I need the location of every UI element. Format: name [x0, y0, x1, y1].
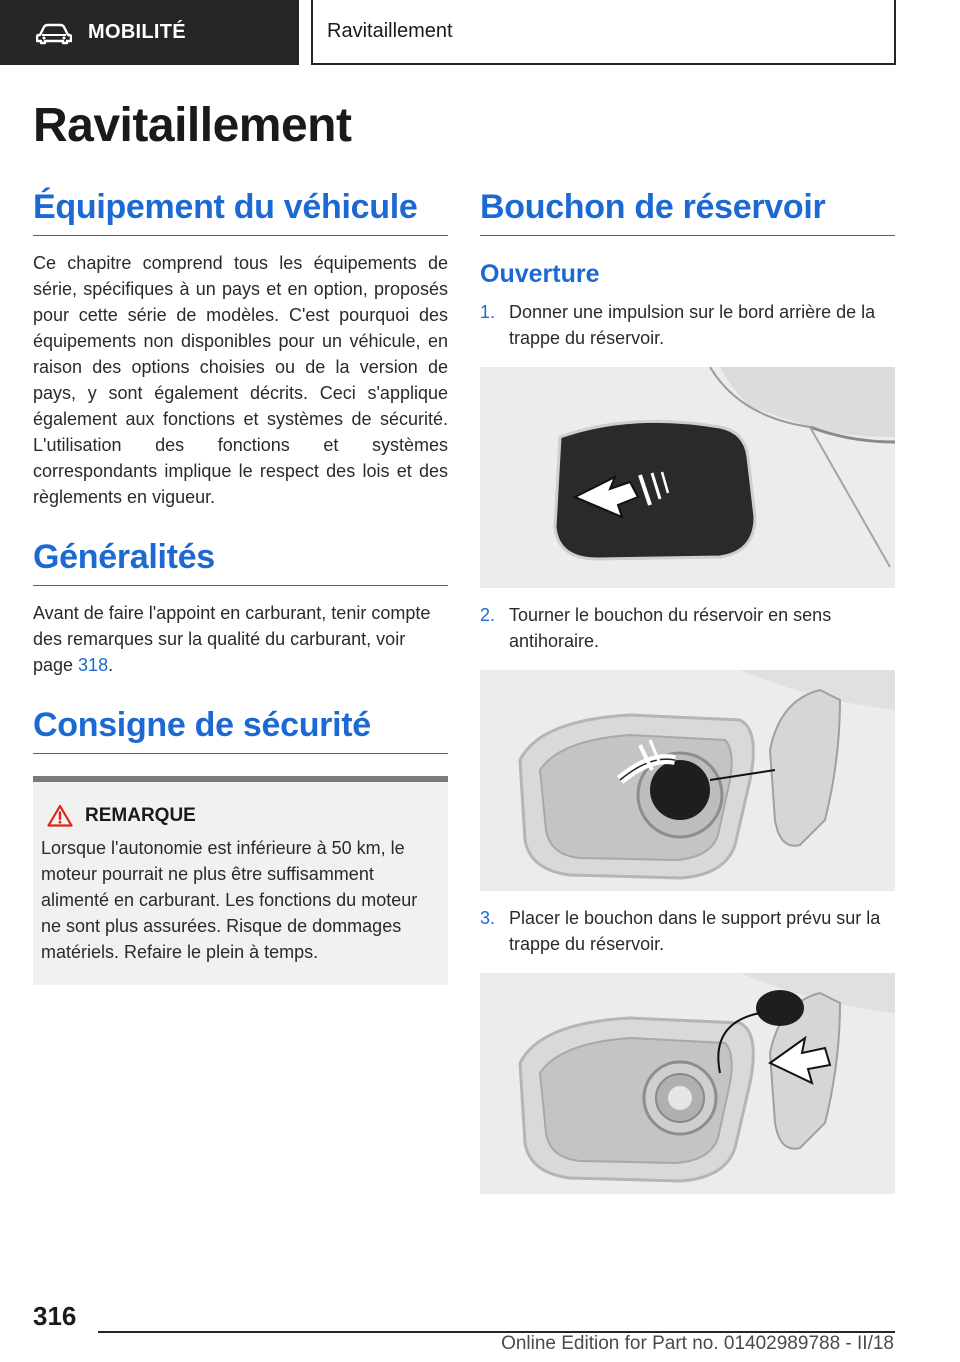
page-link[interactable]: 318 [78, 655, 109, 675]
safety-heading: Consigne de sécurité [33, 706, 448, 754]
chapter-label: Ravitaillement [327, 20, 453, 42]
step-2 [480, 602, 895, 654]
chapter-tab[interactable] [311, 0, 896, 65]
edition-text: Online Edition for Part no. 01402989788 - II/18 [501, 1333, 894, 1354]
left-column [33, 188, 448, 985]
page-title: Ravitaillement [33, 99, 352, 152]
section-label: MOBILITÉ [88, 21, 186, 43]
step-text: Tourner le bouchon du réservoir en sens antihoraire. [509, 605, 832, 651]
step-text: Donner une impulsion sur le bord arrière de la trappe du réservoir. [509, 302, 876, 348]
section-tab[interactable] [0, 0, 299, 65]
fuel-cap-heading: Bouchon de réservoir [480, 188, 895, 236]
notice-title: REMARQUE [85, 804, 196, 826]
figure-cap-turn [480, 670, 895, 891]
general-text-before: Avant de faire l'appoint en carburant, tenir compte des remarques sur la qualité du carburant, voir page [33, 603, 431, 675]
step-3 [480, 905, 895, 957]
page-number: 316 [33, 1301, 77, 1331]
step-text: Placer le bouchon dans le support prévu sur la trappe du réservoir. [509, 908, 881, 954]
right-column [480, 188, 895, 1208]
car-icon [36, 21, 72, 45]
notice-box [33, 776, 448, 985]
general-text-after: . [108, 655, 114, 675]
step-number: 3. [480, 908, 496, 928]
step-number: 1. [480, 302, 496, 322]
figure-cap-holder [480, 973, 895, 1194]
step-number: 2. [480, 605, 496, 625]
general-text [33, 600, 448, 678]
general-heading: Généralités [33, 538, 448, 586]
equipment-heading: Équipement du véhicule [33, 188, 448, 236]
step-1 [480, 299, 895, 351]
notice-header [41, 804, 440, 827]
notice-text: Lorsque l'autonomie est inférieure à 50 km, le moteur pourrait ne plus être suffisamment alimenté en carburant. Les fonctions du moteur ne sont plus assurées. Risque de dommages matériels. Refaire le plein à temps. [41, 838, 418, 962]
opening-subheading: Ouverture [480, 260, 600, 288]
warning-icon [47, 804, 73, 827]
figure-flap-push [480, 367, 895, 588]
equipment-text: Ce chapitre comprend tous les équipements de série, spécifiques à un pays et en option, proposés pour cette série de modèles. C'est pourquoi des équipements non disponibles pour un véhicule, en raison des options choisies ou de la version de pays, y sont également décrits. Ceci s'applique également aux fonctions et systèmes de sécurité. L'utilisation des fonctions et systèmes correspondants implique le respect des lois et des règlements en vigueur. [33, 253, 448, 507]
